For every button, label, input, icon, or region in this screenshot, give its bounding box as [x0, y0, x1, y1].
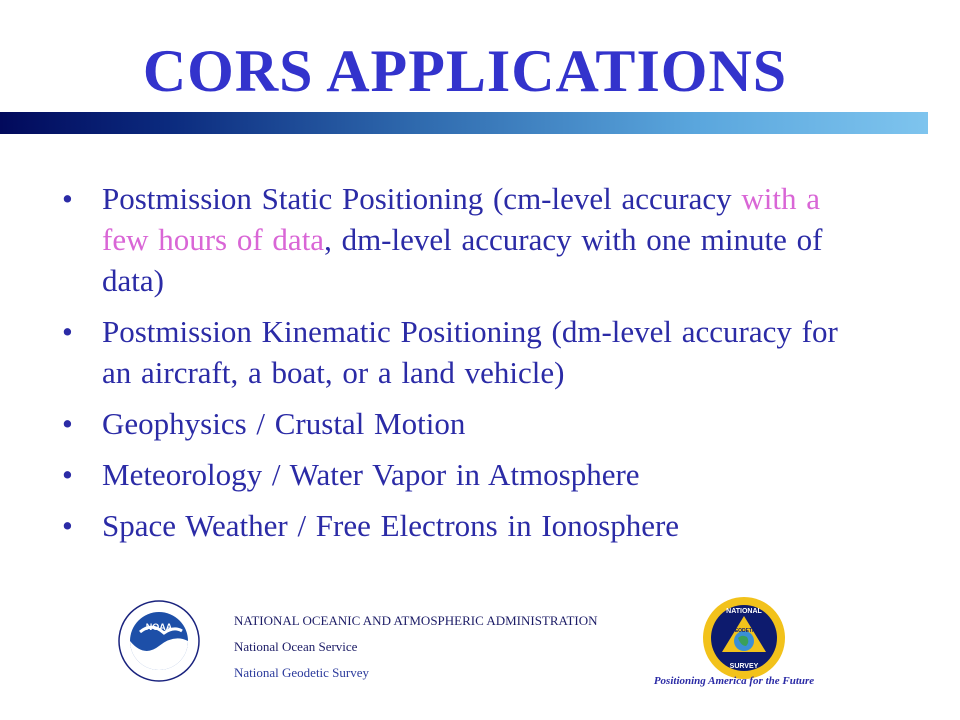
ngs-logo-icon: [702, 596, 786, 680]
ngs-logo-mid-text: GEODETIC: [730, 628, 758, 634]
bullet-text: Postmission Kinematic Positioning (dm-level accuracy for an aircraft, a boat, or a land vehicle): [102, 314, 838, 390]
slide-title: CORS APPLICATIONS: [142, 38, 788, 104]
bullet-text-pre: Postmission Static Positioning (cm-level accuracy: [102, 181, 732, 216]
bullet-text: Geophysics / Crustal Motion: [102, 406, 466, 441]
bullet-dot: •: [62, 508, 73, 543]
bullet-text: Meteorology / Water Vapor in Atmosphere: [102, 457, 640, 492]
bullet-text: Space Weather / Free Electrons in Ionosphere: [102, 508, 680, 543]
bullet-text-post: , dm-level accuracy with one minute of data): [102, 222, 823, 298]
bullet-item-static: [62, 178, 862, 301]
noaa-logo-text: NOAA: [145, 622, 173, 632]
ngs-logo-top-text: NATIONAL: [726, 608, 762, 615]
agency-block: [234, 608, 598, 686]
bullet-item-meteorology: [62, 454, 862, 495]
title-gradient-bar: [0, 112, 928, 134]
agency-line-noaa: NATIONAL OCEANIC AND ATMOSPHERIC ADMINISTRATION: [234, 613, 598, 628]
bullet-dot: •: [62, 406, 73, 441]
bullet-item-space-weather: [62, 505, 862, 546]
bullet-dot: •: [62, 181, 73, 216]
bullet-list: [62, 178, 862, 556]
noaa-logo-icon: [118, 600, 200, 682]
bullet-dot: •: [62, 314, 73, 349]
bullet-item-geophysics: [62, 403, 862, 444]
agency-line-ngs: National Geodetic Survey: [234, 665, 370, 680]
ngs-logo-bottom-text: SURVEY: [729, 663, 759, 670]
agency-line-nos: National Ocean Service: [234, 639, 358, 654]
title-underline-bar: [0, 112, 928, 134]
bullet-dot: •: [62, 457, 73, 492]
footer-tagline: Positioning America for the Future: [653, 675, 815, 687]
bullet-item-kinematic: [62, 311, 862, 393]
bullet-text-highlight: with a few hours of data: [102, 181, 820, 257]
